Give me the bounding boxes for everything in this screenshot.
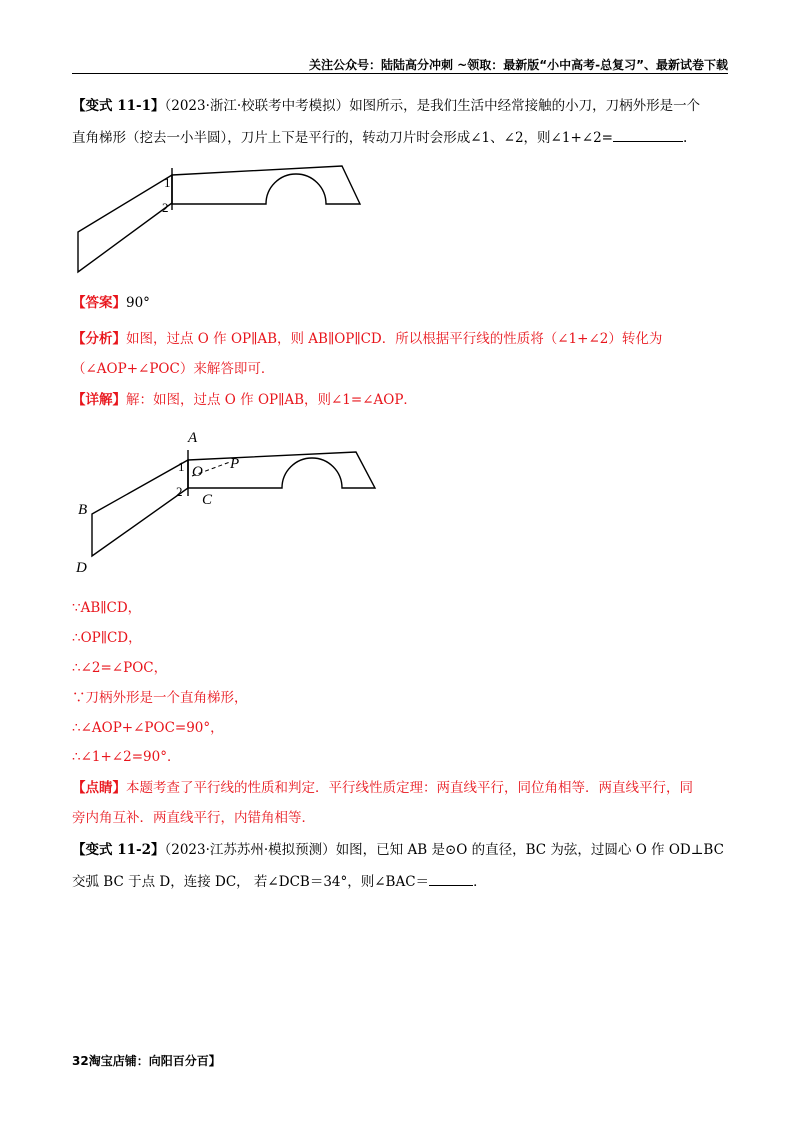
question-end: ．	[473, 874, 487, 890]
question-end: .	[682, 130, 688, 146]
question-source: （2023·浙江·校联考中考模拟）	[164, 98, 350, 114]
proof-step: ∵AB∥CD，	[72, 600, 142, 616]
question-text: 直角梯形（挖去一小半圆），刀片上下是平行的，转动刀片时会形成∠1、∠2，则∠1+∠2=	[72, 130, 613, 146]
footer-text: 淘宝店铺：向阳百分百】	[88, 1054, 221, 1068]
question-11-1-line1	[72, 96, 728, 116]
comment-line2: 旁内角互补．两直线平行，内错角相等．	[72, 810, 315, 826]
question-text: 如图，已知 AB 是⊙O 的直径，BC 为弦，过圆心 O 作 OD⊥BC	[335, 842, 724, 858]
analysis-line2: （∠AOP+∠POC）来解答即可．	[72, 361, 275, 377]
question-text: 交弧 BC 于点 D，连接 DC， 若∠DCB＝34°，则∠BAC＝	[72, 874, 430, 890]
question-11-1-line2	[72, 128, 728, 148]
page-number: 32	[72, 1054, 89, 1068]
proof-step: ∴∠1+∠2=90°．	[72, 749, 181, 765]
detail-text: 解：如图，过点 O 作 OP∥AB，则∠1=∠AOP．	[126, 392, 417, 408]
answer-value: 90°	[126, 295, 150, 311]
answer-blank	[429, 873, 473, 886]
proof-step: ∴OP∥CD，	[72, 630, 142, 646]
point-D-label: D	[76, 560, 87, 576]
question-tag: 【变式 11-1】	[72, 98, 165, 114]
analysis-text: 如图，过点 O 作 OP∥AB，则 AB∥OP∥CD．所以根据平行线的性质将（∠1+∠2）转化为	[126, 331, 663, 347]
comment-tag: 【点睛】	[72, 780, 126, 796]
question-11-2-line1	[72, 840, 728, 860]
comment-text: 本题考查了平行线的性质和判定．平行线性质定理：两直线平行，同位角相等．两直线平行，同	[126, 780, 693, 796]
angle-2-label: 2	[176, 484, 183, 499]
answer-tag: 【答案】	[72, 295, 126, 311]
page-footer	[72, 1052, 221, 1069]
question-source: （2023·江苏苏州·模拟预测）	[164, 842, 336, 858]
answer-line	[72, 293, 728, 313]
proof-step: ∵刀柄外形是一个直角梯形，	[72, 690, 248, 706]
question-text: 如图所示，是我们生活中经常接触的小刀，刀柄外形是一个	[349, 98, 701, 114]
knife-figure-labeled	[70, 424, 390, 580]
point-O-label: O	[192, 464, 203, 480]
angle-1-label: 1	[178, 459, 185, 474]
detail-tag: 【详解】	[72, 392, 126, 408]
point-A-label: A	[188, 430, 198, 446]
detail-line	[72, 390, 728, 410]
analysis-tag: 【分析】	[72, 331, 126, 347]
header-rule	[72, 73, 728, 74]
answer-blank	[613, 129, 683, 142]
analysis-line1	[72, 329, 728, 349]
page-header: 关注公众号：陆陆高分冲刺 ~领取：最新版“小中高考-总复习”、最新试卷下载	[309, 58, 728, 72]
question-tag: 【变式 11-2】	[72, 842, 165, 858]
comment-line1	[72, 778, 728, 798]
angle-2-label: 2	[162, 200, 169, 215]
point-C-label: C	[202, 492, 213, 508]
point-B-label: B	[78, 502, 88, 518]
question-11-2-line2	[72, 872, 728, 892]
point-P-label: P	[230, 456, 240, 472]
proof-step: ∴∠AOP+∠POC=90°，	[72, 720, 224, 736]
proof-step: ∴∠2=∠POC，	[72, 660, 168, 676]
angle-1-label: 1	[164, 175, 171, 190]
knife-figure	[70, 160, 370, 280]
